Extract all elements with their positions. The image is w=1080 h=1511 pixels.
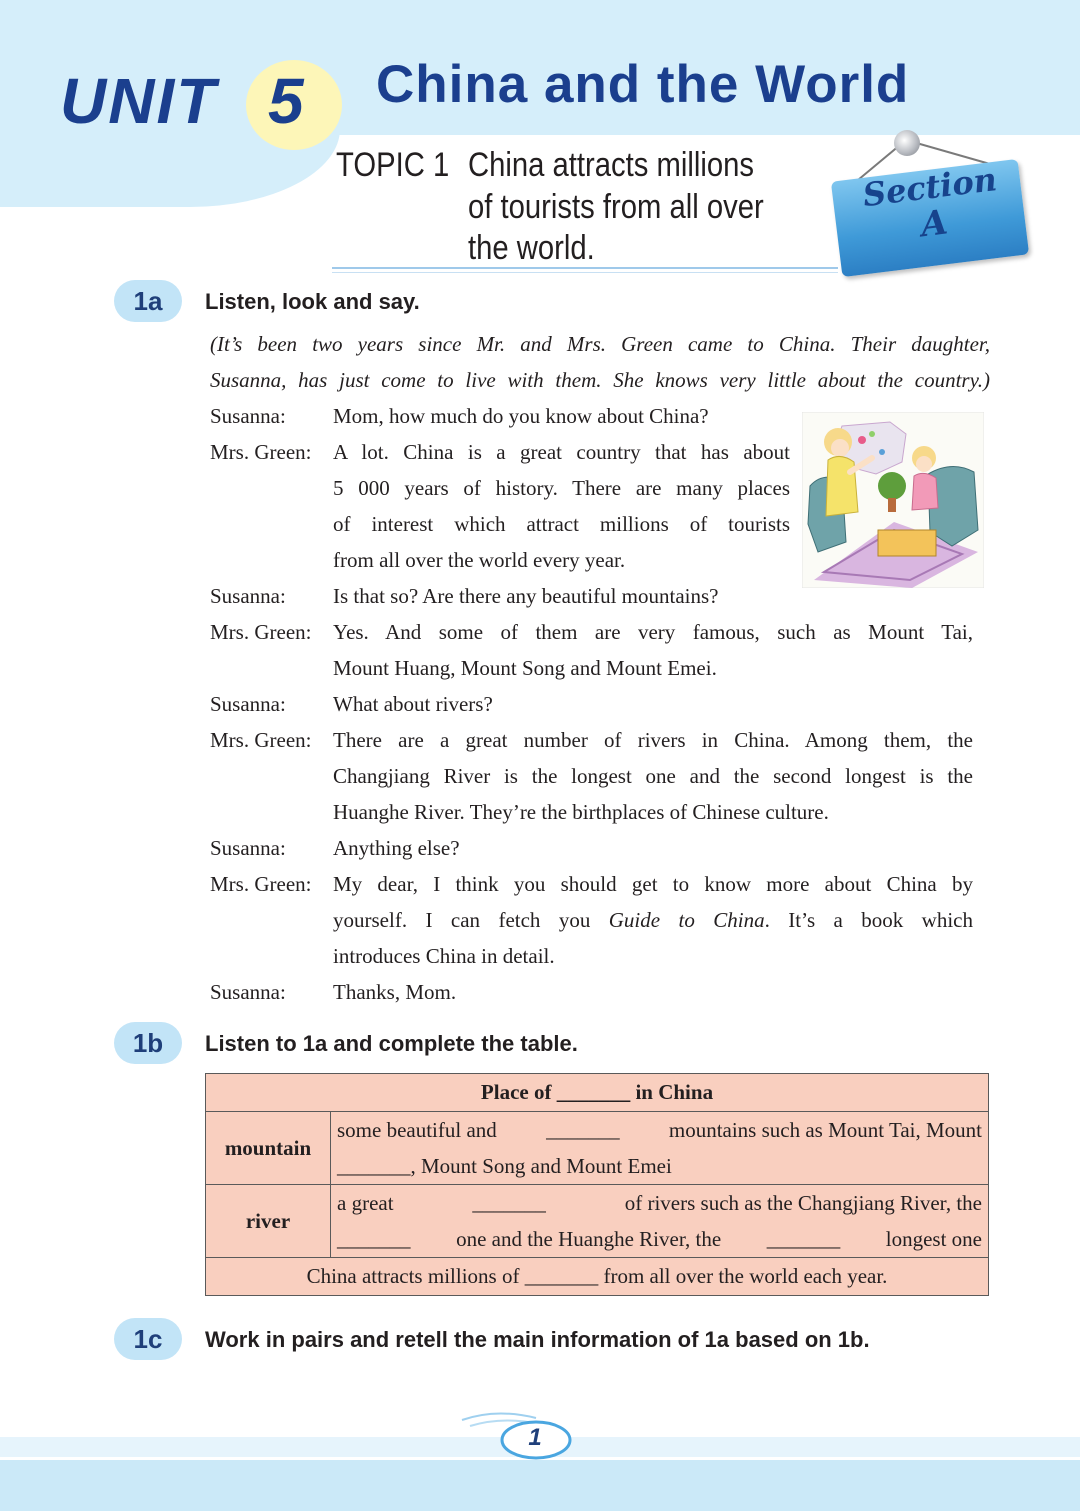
blank-field[interactable]: _______ <box>337 1227 411 1251</box>
speaker-label: Mrs. Green: <box>210 440 312 464</box>
speaker-label: Susanna: <box>210 836 286 860</box>
page-number: 1 <box>528 1424 542 1451</box>
activity-title-1a: Listen, look and say. <box>205 289 420 314</box>
dialogue-line: from all over the world every year. <box>333 548 626 572</box>
activity-badge-1c: 1c <box>114 1318 182 1360</box>
row-header-river: river <box>206 1185 331 1258</box>
topic-title-line: the world. <box>468 229 595 267</box>
dialogue-line: Thanks, Mom. <box>333 980 457 1004</box>
table-caption <box>206 1074 989 1112</box>
topic-label: TOPIC 1 <box>336 146 450 184</box>
cell-text: a great <box>337 1191 394 1215</box>
dialogue-line: Changjiang River is the longest one and the second longest is the <box>333 764 973 788</box>
cell-text: from all over the world each year. <box>603 1264 888 1288</box>
dialogue-intro-line: (It’s been two years since Mr. and Mrs. Green came to China. Their daughter, <box>210 332 990 356</box>
mother-daughter-illustration <box>802 412 984 588</box>
dialogue-line: My dear, I think you should get to know more about China by <box>333 872 973 896</box>
dialogue-line: Mom, how much do you know about China? <box>333 404 709 428</box>
cell-text: one and the Huanghe River, the <box>456 1227 722 1251</box>
dialogue-line: There are a great number of rivers in China. Among them, the <box>333 728 973 752</box>
dialogue-intro-line: Susanna, has just come to live with them. She knows very little about the country.) <box>210 368 990 392</box>
dialogue-line: yourself. I can fetch you Guide to China. It’s a book which <box>333 908 974 932</box>
topic-title-line: China attracts millions <box>468 146 755 184</box>
page-swirl-icon <box>456 1408 576 1464</box>
blank-field[interactable]: _______ <box>472 1191 546 1215</box>
dialogue-line: Mount Huang, Mount Song and Mount Emei. <box>333 656 717 680</box>
topic-title-line: of tourists from all over <box>468 188 764 226</box>
speaker-label: Mrs. Green: <box>210 620 312 644</box>
table-cell <box>331 1185 989 1258</box>
book-title: Guide to China <box>608 908 765 932</box>
table-cell <box>331 1112 989 1185</box>
activity-badge-1a: 1a <box>114 280 182 322</box>
speaker-label: Susanna: <box>210 980 286 1004</box>
cell-text: mountains such as Mount Tai, Mount <box>668 1118 982 1142</box>
dialogue-line: 5 000 years of history. There are many places <box>333 476 790 500</box>
completion-table <box>205 1073 989 1296</box>
section-letter: A <box>918 202 950 246</box>
speaker-label: Susanna: <box>210 692 286 716</box>
activity-title-1b: Listen to 1a and complete the table. <box>205 1031 578 1056</box>
unit-label: UNIT <box>60 65 218 137</box>
cell-text: China attracts millions of <box>306 1264 520 1288</box>
caption-text: Place of <box>480 1080 552 1104</box>
dialogue-line: Is that so? Are there any beautiful mountains? <box>333 584 719 608</box>
topic-divider <box>332 267 838 269</box>
section-word: Section <box>860 160 999 215</box>
dialogue-line: of interest which attract millions of tourists <box>333 512 790 536</box>
dialogue-line: Huanghe River. They’re the birthplaces of Chinese culture. <box>333 800 829 824</box>
cell-text: some beautiful and <box>337 1118 497 1142</box>
dialogue-line: introduces China in detail. <box>333 944 555 968</box>
blank-field[interactable]: _______ <box>524 1264 599 1288</box>
row-header-mountain: mountain <box>206 1112 331 1185</box>
speaker-label: Mrs. Green: <box>210 728 312 752</box>
blank-field[interactable]: _______ <box>546 1118 620 1142</box>
dialogue-line: Anything else? <box>333 836 460 860</box>
activity-title-1c: Work in pairs and retell the main information of 1a based on 1b. <box>205 1327 870 1352</box>
activity-badge-1b: 1b <box>114 1022 182 1064</box>
dialogue-line: A lot. China is a great country that has about <box>333 440 790 464</box>
table-footer-row <box>206 1258 989 1296</box>
footer-band <box>0 1460 1080 1511</box>
dialogue-line: Yes. And some of them are very famous, such as Mount Tai, <box>333 620 973 644</box>
speaker-label: Susanna: <box>210 584 286 608</box>
cell-text: , Mount Song and Mount Emei <box>410 1154 672 1178</box>
speaker-label: Susanna: <box>210 404 286 428</box>
blank-field[interactable]: _______ <box>556 1080 631 1104</box>
caption-text: in China <box>635 1080 714 1104</box>
blank-field[interactable]: _______ <box>337 1154 411 1178</box>
unit-number: 5 <box>268 65 304 137</box>
pin-icon <box>894 130 920 156</box>
topic-divider <box>332 272 838 273</box>
speaker-label: Mrs. Green: <box>210 872 312 896</box>
cell-text: longest one <box>885 1227 982 1251</box>
blank-field[interactable]: _______ <box>766 1227 841 1251</box>
cell-text: of rivers such as the Changjiang River, the <box>624 1191 982 1215</box>
unit-title: China and the World <box>376 55 910 114</box>
dialogue-line: What about rivers? <box>333 692 493 716</box>
